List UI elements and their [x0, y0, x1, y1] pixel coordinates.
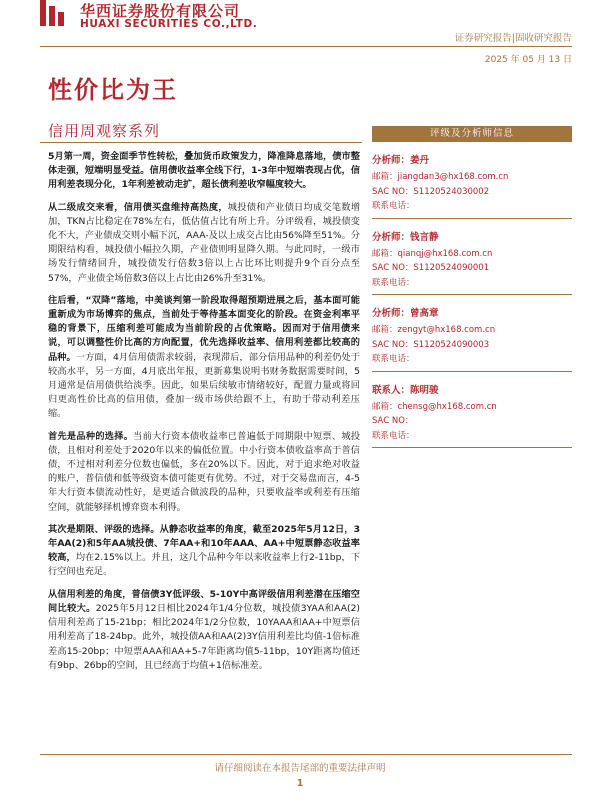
huaxi-logo-icon	[40, 0, 74, 26]
analyst-phone: 联系电话：	[372, 352, 572, 372]
analyst-email[interactable]: 邮箱：qianqj@hx168.com.cn	[372, 248, 493, 259]
page-number: 1	[296, 778, 304, 789]
legal-disclaimer: 请仔细阅读在本报告尾部的重要法律声明	[214, 763, 386, 774]
paragraph-product-selection: 首先是品种的选择。当前大行资本债收益率已普遍低于同期限中短票、城投债，且相对利差处于2020年以来的偏低位置。中小行资本债收益率高于普信债，不过相对利差分位数也偏低，多在20%以下。因此，对于追求绝对收益的账户，普信债和低等级资本债可能更有优势。不过，对于交易盘而言，4-5年大行资本债流动性好，是更适合做波段的品种，只要收益率或利差有压缩空间，就能够择机博弈资本利得。	[48, 430, 361, 513]
paragraph-tenor-rating: 其次是期限、评级的选择。从静态收益率的角度，截至2025年5月12日，3年AA(2)和5年AA城投债、7年AA+和10年AAA、AA+中短票静态收益率较高，均在2.15%以上。并且，这几个品种今年以来收益率上行2-11bp，下行空间也充足。	[48, 523, 361, 578]
paragraph-outlook: 往后看，“双降”落地，中美谈判第一阶段取得超预期进展之后，基本面可能重新成为市场博弈的焦点，当前处于等待基本面变化的阶段。在资金利率平稳的背景下，压缩利差可能成为当前阶段的占优策略。因而对于信用债来说，可以调整性价比高的方向配置，优先选择收益率、信用利差都比较高的品种。一方面，4月信用债需求较弱，表现滞后，部分信用品种的利差仍处于较高水平，另一方面，4月底出年报，更新募集说明书财务数据需要时间，5月通常是信用债供给淡季。因此，如果后续敏市情绪较好，配置力量或将回归更高性价比高的信用债，叠加一级市场供给跟不上，有助于带动利差压缩。	[48, 294, 360, 420]
analyst-phone: 联系电话：	[372, 199, 572, 219]
report-date: 2025 年 05 月 13 日	[484, 55, 572, 65]
footer-divider	[40, 754, 572, 755]
contact-phone: 联系电话：	[372, 429, 572, 449]
analyst-name: 分析师：曾高章	[372, 308, 439, 319]
paragraph-summary: 5月第一周，资金面季节性转松，叠加货币政策发力，降准降息落地，债市整体走强，短端明显受益。信用债收益率全线下行，1-3年中短端表现占优，信用利差表现分化，1年利差被动走扩，超长债利差收窄幅度较大。	[48, 151, 360, 191]
analyst-card	[372, 229, 572, 296]
analyst-card	[372, 152, 572, 219]
series-divider	[40, 142, 362, 143]
brand-name-cn: 华西证券股份有限公司	[80, 2, 241, 20]
analyst-sac: SAC NO：S1120524030002	[372, 186, 490, 197]
sidebar-header: 评级及分析师信息	[372, 126, 572, 142]
main-content	[48, 150, 360, 681]
report-title: 性价比为王	[48, 76, 178, 104]
analyst-sac: SAC NO：S1120524090001	[372, 263, 490, 273]
contact-sac: SAC NO：	[372, 416, 414, 426]
analyst-phone: 联系电话：	[372, 276, 572, 296]
report-type: 证券研究报告|固收研究报告	[454, 33, 572, 44]
paragraph-secondary-trading: 从二级成交来看，信用债买盘维持高热度，城投债和产业债日均成交笔数增加，TKN占比稳定在78%左右，低估值占比有所上升。分评级看，城投债变化不大，产业债成交则小幅下沉，AAA-及以上成交占比由56%降至51%。分期限结构看，城投债小幅拉久期，产业债则明显降久期。与此同时，一级市场发行情绪回升，城投债发行倍数3倍以上占比环比则提升9个百分点至57%，产业债全场倍数3倍以上占比由26%升至31%。	[48, 201, 361, 284]
analyst-email[interactable]: 邮箱：zengyt@hx168.com.cn	[372, 325, 496, 335]
analyst-sac: SAC NO：S1120524090003	[372, 339, 490, 350]
brand-name-en: HUAXI SECURITIES CO.,LTD.	[80, 18, 258, 30]
contact-card	[372, 382, 572, 449]
header-divider	[40, 46, 572, 47]
analyst-sidebar	[372, 126, 572, 448]
analyst-card	[372, 305, 572, 372]
contact-name: 联系人：陈明骏	[372, 384, 439, 396]
analyst-email[interactable]: 邮箱：jiangdan3@hx168.com.cn	[372, 172, 509, 182]
paragraph-credit-spread: 从信用利差的角度，普信债3Y低评级、5-10Y中高评级信用利差潜在压缩空间比较大。2025年5月12日相比2024年1/4分位数，城投债3YAA和AA(2)信用利差高了15-21bp；相比2024年1/2分位数，10YAAA和AA+中短票信用利差高了18-24bp。此外，城投债AA和AA(2)3Y信用利差比均值-1倍标准差高15-20bp；中短票AAA和AA+5-7年距离均值5-11bp，10Y距离均值还有9bp、26bp的空间，且已经高于均值+1倍标准差。	[48, 588, 361, 671]
analyst-name: 分析师：钱言静	[372, 231, 439, 243]
contact-email[interactable]: 邮箱：chensg@hx168.com.cn	[372, 401, 497, 412]
analyst-name: 分析师：姜丹	[372, 155, 430, 166]
report-series: 信用周观察系列	[48, 122, 161, 140]
